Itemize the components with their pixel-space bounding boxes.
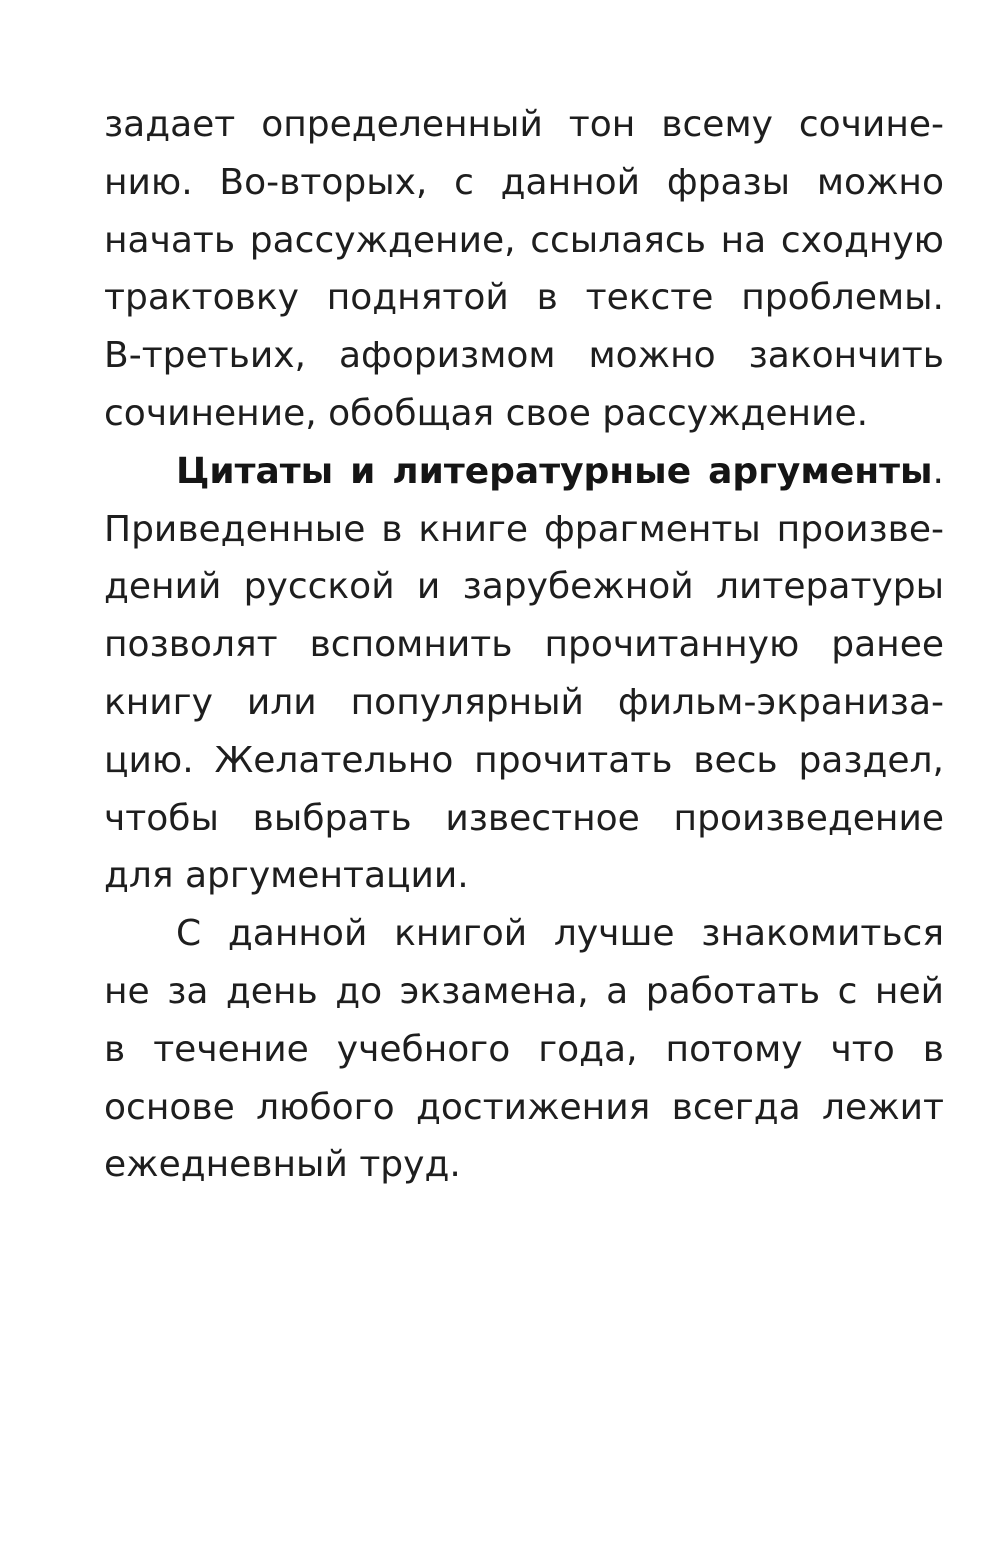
text-line: трактовку поднятой в тексте проблемы. bbox=[104, 277, 944, 319]
heading-punctuation: . bbox=[932, 450, 944, 492]
text-line: Приведенные в книге фрагменты произве- bbox=[104, 508, 944, 550]
text-line: основе любого достижения всегда лежит bbox=[104, 1086, 944, 1128]
text-line: нию. Во-вторых, с данной фразы можно bbox=[104, 161, 944, 203]
section-heading: Цитаты и литературные аргументы bbox=[176, 450, 933, 492]
text-line: не за день до экзамена, а работать с ней bbox=[104, 970, 944, 1012]
body-text bbox=[104, 96, 944, 1194]
text-line: в течение учебного года, потому что в bbox=[104, 1028, 944, 1070]
text-line: начать рассуждение, ссылаясь на сходную bbox=[104, 219, 944, 261]
text-line: ежедневный труд. bbox=[104, 1144, 461, 1186]
section-heading-line bbox=[104, 443, 944, 501]
text-line: цию. Желательно прочитать весь раздел, bbox=[104, 739, 944, 781]
text-line: для аргументации. bbox=[104, 855, 469, 897]
text-line: С данной книгой лучше знакомиться bbox=[176, 913, 944, 955]
text-line: сочинение, обобщая свое рассуждение. bbox=[104, 392, 869, 434]
text-line: позволят вспомнить прочитанную ранее bbox=[104, 624, 944, 666]
text-line: книгу или популярный фильм-экраниза- bbox=[104, 681, 944, 723]
text-line: В-третьих, афоризмом можно закончить bbox=[104, 335, 944, 377]
text-line: чтобы выбрать известное произведение bbox=[104, 797, 944, 839]
text-line: дений русской и зарубежной литературы bbox=[104, 566, 944, 608]
text-line: задает определенный тон всему сочине- bbox=[104, 104, 944, 145]
